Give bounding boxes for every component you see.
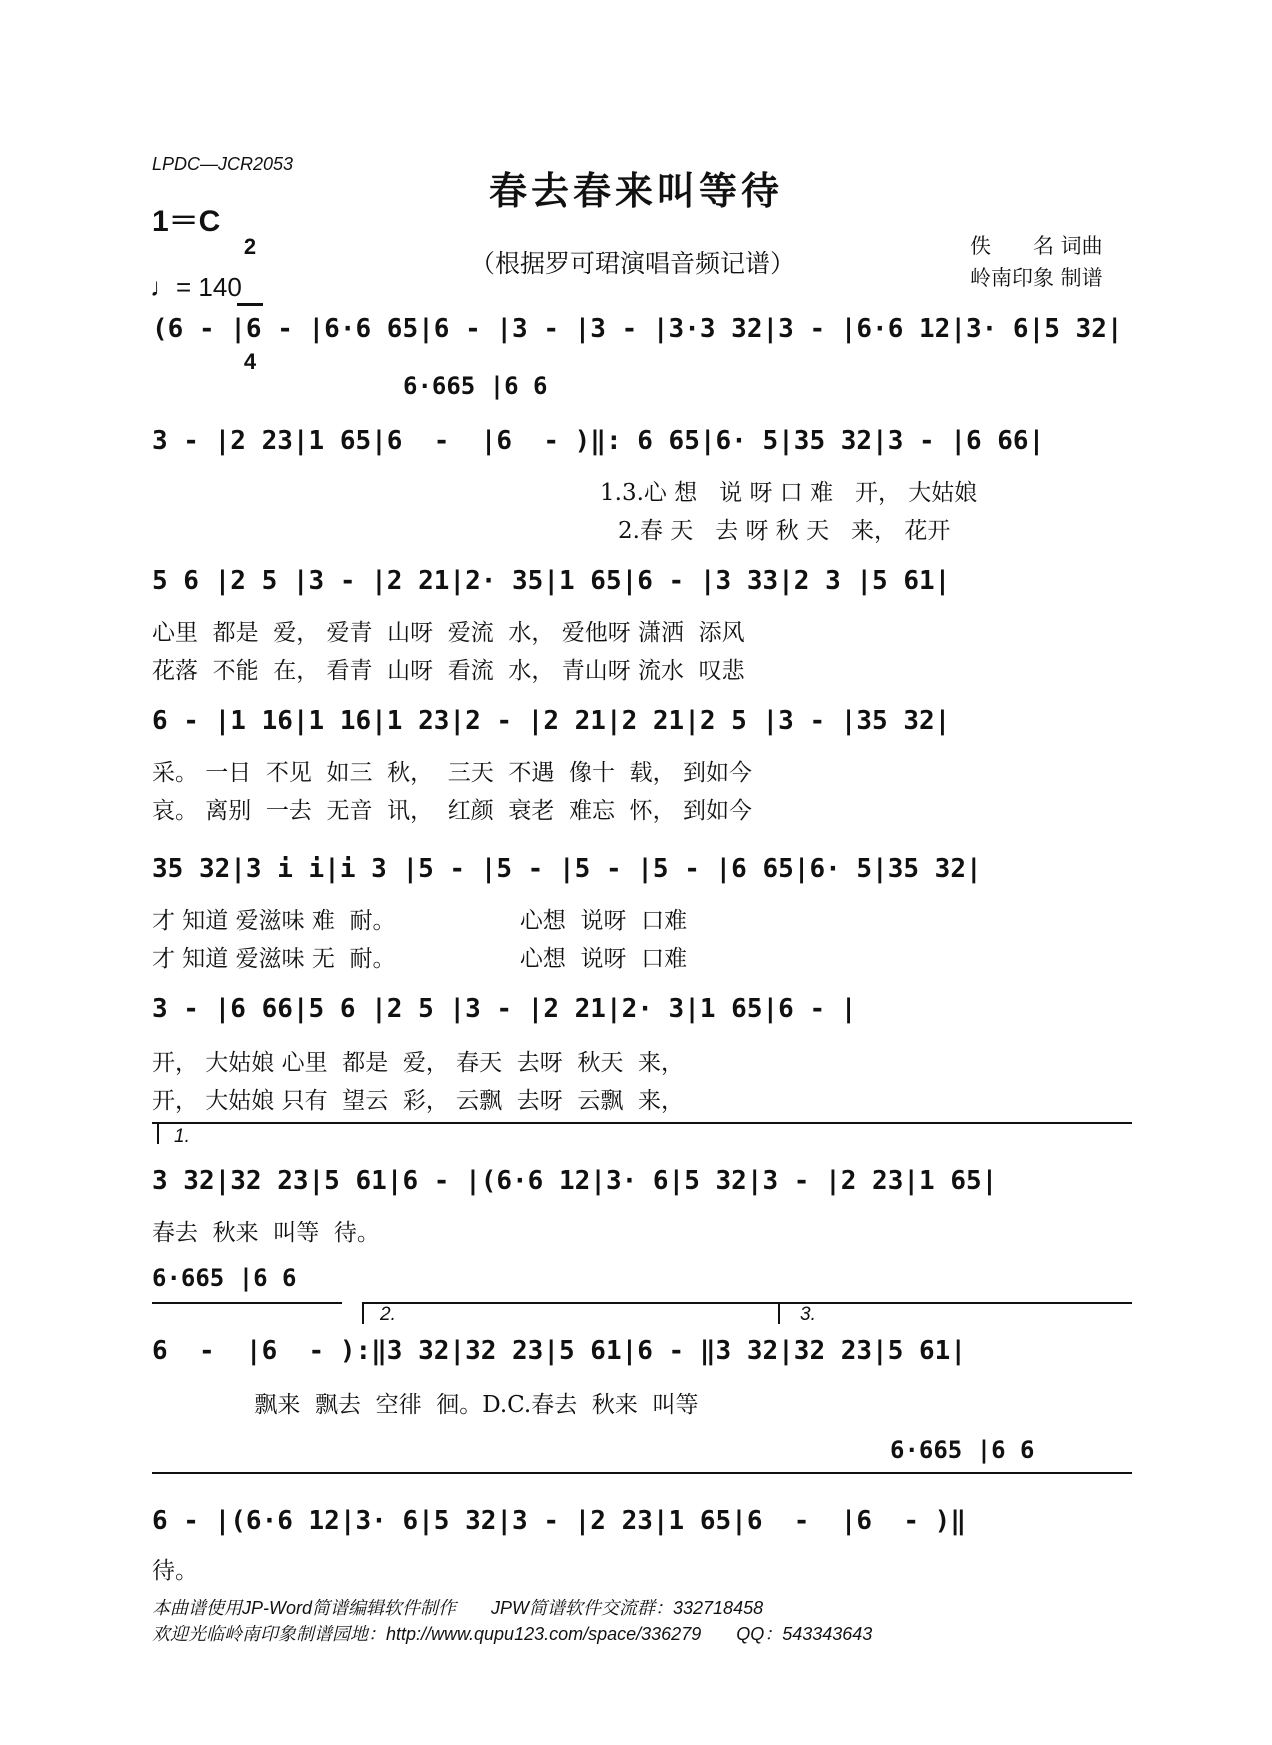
volta-2-label: 2. — [380, 1304, 396, 1325]
system-8-lyric-1: 飘来 飘去 空徘 徊。D.C.春去 秋来 叫等 — [152, 1392, 699, 1418]
volta-1-bracket — [152, 1122, 1132, 1124]
system-7-lyric-1: 春去 秋来 叫等 待。 — [152, 1220, 380, 1246]
footer-software-note: 本曲谱使用JP-Word简谱编辑软件制作 JPW简谱软件交流群：332718458 — [152, 1598, 764, 1618]
system-3-lyric-1: 心里 都是 爱， 爱青 山呀 爱流 水， 爱他呀 潇洒 添风 — [152, 620, 745, 646]
tempo-marking: ♩= 140 — [150, 272, 242, 302]
volta-2-3-bracket — [362, 1302, 1132, 1304]
volta-3-label: 3. — [800, 1304, 816, 1325]
system-9-notes: 6 - |(6·6 12|3· 6|5 32|3 - |2 23|1 65|6 - |6 - )‖ — [152, 1506, 966, 1536]
system-6-lyric-1: 开， 大姑娘 心里 都是 爱， 春天 去呀 秋天 来， — [152, 1050, 685, 1076]
volta-2-bracket-hook — [362, 1302, 364, 1324]
time-signature-bar — [237, 303, 263, 306]
system-8-ossia: 6·665 |6 6 — [152, 1264, 297, 1292]
system-5-lyric-2: 才 知道 爱滋味 无 耐。 心想 说呀 口难 — [152, 946, 688, 972]
system-9-lyric-1: 待。 — [152, 1558, 198, 1584]
system-4-lyric-2: 哀。 离别 一去 无音 讯， 红颜 衰老 难忘 怀， 到如今 — [152, 798, 752, 824]
system-3-lyric-2: 花落 不能 在， 看青 山呀 看流 水， 青山呀 流水 叹悲 — [152, 658, 745, 684]
system-2-notes: 3 - |2 23|1 65|6 - |6 - )‖: 6 65|6· 5|35 32|3 - |6 66| — [152, 426, 1045, 456]
system-2-ossia: 6·665 |6 6 — [403, 372, 548, 400]
system-7-notes: 3 32|32 23|5 61|6 - |(6·6 12|3· 6|5 32|3 - |2 23|1 65| — [152, 1166, 998, 1196]
system-5-lyric-1: 才 知道 爱滋味 难 耐。 心想 说呀 口难 — [152, 908, 688, 934]
system-2-lyric-2: 2.春 天 去 呀 秋 天 来， 花开 — [618, 518, 951, 544]
system-1-notes: (6 - |6 - |6·6 65|6 - |3 - |3 - |3·3 32|3 - |6·6 12|3· 6|5 32| — [152, 314, 1123, 344]
footer-website-note: 欢迎光临岭南印象制谱园地：http://www.qupu123.com/space/336279 QQ：543343643 — [152, 1624, 873, 1644]
volta-1-bracket-hook — [157, 1122, 159, 1144]
system-8-notes: 6 - |6 - ):‖3 32|32 23|5 61|6 - ‖3 32|32 23|5 61| — [152, 1336, 966, 1366]
system-6-notes: 3 - |6 66|5 6 |2 5 |3 - |2 21|2· 3|1 65|6 - | — [152, 994, 857, 1024]
subtitle: （根据罗可珺演唱音频记谱） — [470, 249, 796, 278]
time-signature-top: 2 — [243, 234, 257, 259]
volta-3-bracket-hook — [778, 1302, 780, 1324]
time-signature-bottom: 4 — [243, 349, 257, 374]
score-code: LPDC—JCR2053 — [152, 154, 294, 174]
key-signature: 1＝C — [152, 205, 221, 238]
system-4-notes: 6 - |1 16|1 16|1 23|2 - |2 21|2 21|2 5 |3 - |35 32| — [152, 706, 951, 736]
system-4-lyric-1: 采。 一日 不见 如三 秋， 三天 不遇 像十 载， 到如今 — [152, 760, 752, 786]
system-5-notes: 35 32|3 i i|i 3 |5 - |5 - |5 - |5 - |6 65|6· 5|35 32| — [152, 854, 982, 884]
system-8-ossia-line — [152, 1302, 342, 1304]
system-9-ossia: 6·665 |6 6 — [890, 1436, 1035, 1464]
system-6-lyric-2: 开， 大姑娘 只有 望云 彩， 云飘 去呀 云飘 来， — [152, 1088, 685, 1114]
page-title: 春去春来叫等待 — [488, 168, 783, 213]
system-3-notes: 5 6 |2 5 |3 - |2 21|2· 35|1 65|6 - |3 33|2 3 |5 61| — [152, 566, 951, 596]
volta-1-label: 1. — [174, 1126, 190, 1147]
system-2-lyric-1: 1.3.心 想 说 呀 口 难 开， 大姑娘 — [600, 480, 978, 506]
credit-arranger: 岭南印象 制谱 — [970, 266, 1103, 290]
system-9-ossia-line — [152, 1472, 1132, 1474]
credit-lyrics: 佚 名 词曲 — [970, 234, 1103, 258]
